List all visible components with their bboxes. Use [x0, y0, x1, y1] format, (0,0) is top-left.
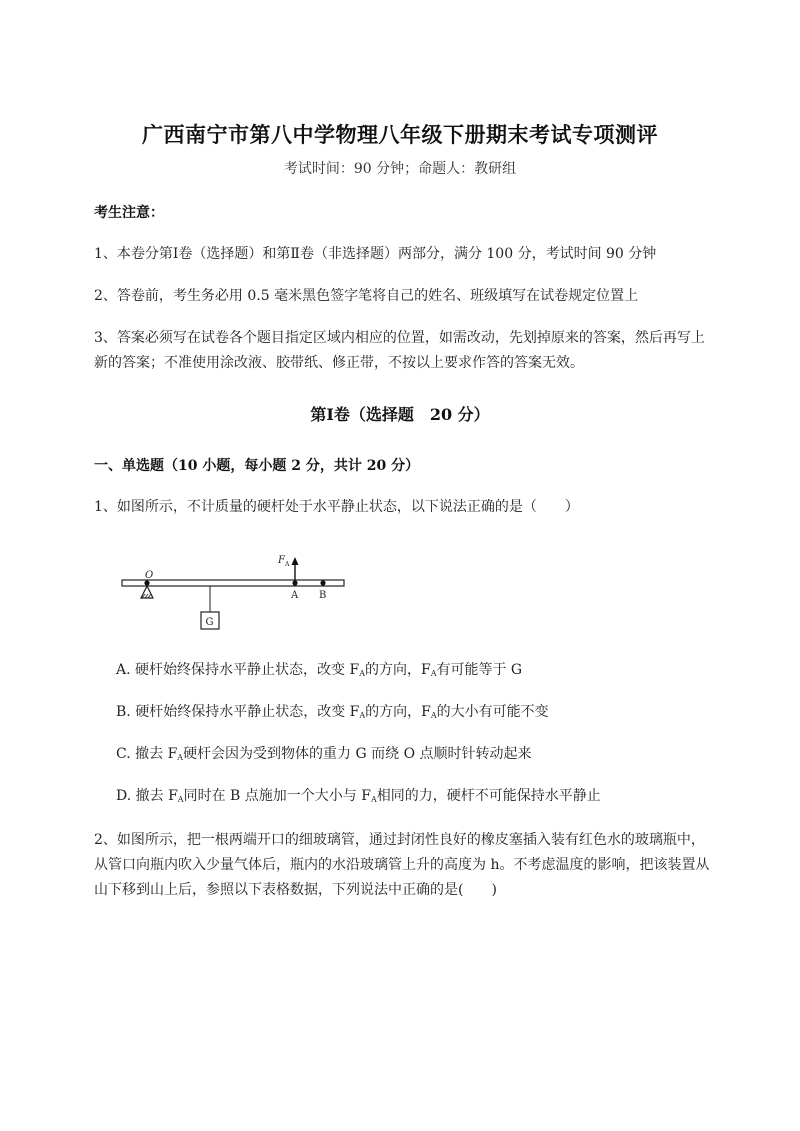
force-arrow-icon: [292, 557, 299, 565]
option-b[interactable]: B. 硬杆始终保持水平静止状态，改变 $F_A$的方向，$F_A$的大小有可能不变: [116, 704, 549, 720]
page-title: 广西南宁市第八中学物理八年级下册期末考试专项测评: [142, 122, 658, 147]
option-a[interactable]: A. 硬杆始终保持水平静止状态，改变 $F_A$的方向，$F_A$有可能等于 G: [116, 662, 523, 678]
question-2-stem: 2、如图所示，把一根两端开口的细玻璃管，通过封闭性良好的橡皮塞插入装有红色水的玻璃瓶中，从管口向瓶内吹入少量气体后，瓶内的水沿玻璃管上升的高度为 h。不考虑温度的影响，把该装置从山下移到山上后，参照以下表格数据，下列说法中正确的是( ): [94, 832, 710, 898]
notice-item-2: 2、答卷前，考生务必用 0.5 毫米黑色签字笔将自己的姓名、班级填写在试卷规定位置上: [94, 288, 639, 304]
part-heading: 一、单选题（10 小题，每小题 2 分，共计 20 分）: [94, 458, 420, 474]
lever-bar: [122, 580, 344, 586]
option-c[interactable]: C. 撤去 $F_A$硬杆会因为受到物体的重力 G 而绕 O 点顺时针转动起来: [116, 746, 532, 762]
notice-item-3: 3、答案必须写在试卷各个题目指定区域内相应的位置，如需改动，先划掉原来的答案，然后再写上新的答案；不准使用涂改液、胶带纸、修正带，不按以上要求作答的答案无效。: [94, 330, 705, 371]
point-a: [292, 580, 297, 585]
notice-item-1: 1、本卷分第Ⅰ卷（选择题）和第Ⅱ卷（非选择题）两部分，满分 100 分，考试时间 90 分钟: [94, 246, 657, 262]
label-g: G: [205, 617, 214, 628]
pivot-support-icon: [141, 586, 153, 598]
label-b: B: [319, 590, 327, 601]
label-fa: $F_A$: [278, 555, 290, 568]
exam-info: 考试时间：90 分钟；命题人：教研组: [283, 161, 517, 177]
question-1-stem: 1、如图所示，不计质量的硬杆处于水平静止状态，以下说法正确的是（ ）: [94, 499, 579, 515]
label-a: A: [291, 590, 299, 601]
notice-heading: 考生注意：: [94, 205, 164, 221]
lever-diagram: [118, 546, 358, 640]
option-d[interactable]: D. 撤去 $F_A$同时在 B 点施加一个大小与 $F_A$相同的力，硬杆不可能保持水平静止: [116, 788, 601, 804]
point-b: [320, 580, 325, 585]
label-o: O: [145, 570, 154, 581]
section-title: 第Ⅰ卷（选择题 20 分）: [310, 405, 490, 424]
